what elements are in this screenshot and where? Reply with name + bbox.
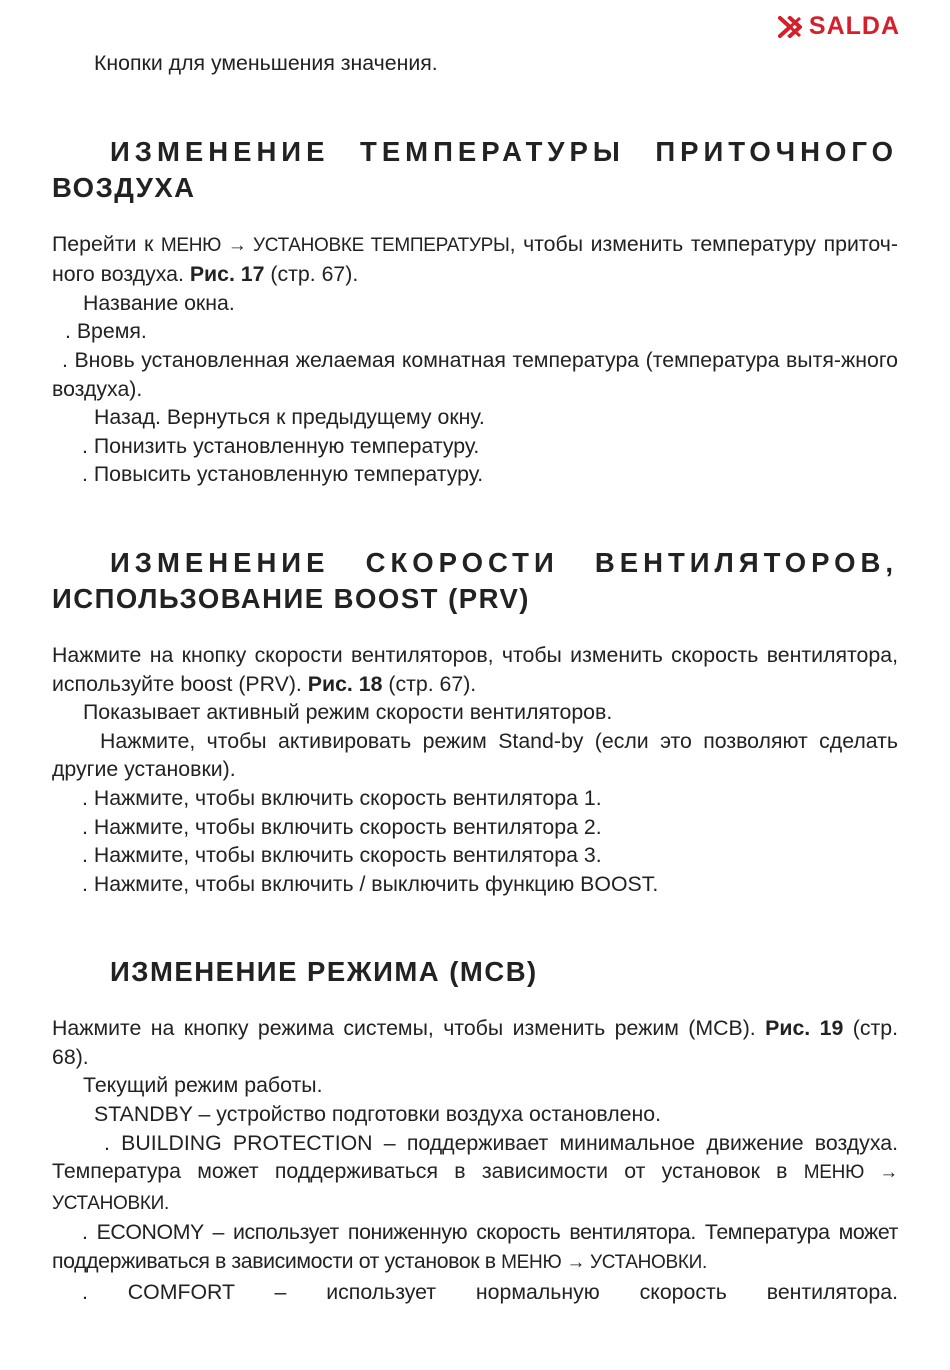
list-item: Назад. Вернуться к предыдущему окну. <box>94 405 485 430</box>
section2-heading-line1: ИЗМЕНЕНИЕ СКОРОСТИ ВЕНТИЛЯТОРОВ, <box>110 546 898 578</box>
building-protection-text: . BUILDING PROTECTION – поддерживает минимальное движение воздуха. Температура может поддерживаться в зависимости от установок в <box>52 1130 898 1184</box>
economy-text: . ECONOMY – использует пониженную скорость вентилятора. Температура может поддерживаться в зависимости от установок в <box>52 1220 898 1274</box>
list-item: Текущий режим работы. <box>83 1073 323 1098</box>
intro-text: Кнопки для уменьшения значения. <box>94 51 438 75</box>
list-item: . Нажмите, чтобы включить скорость вентилятора 2. <box>82 814 602 839</box>
section1-para-text-c: (стр. 67). <box>264 262 359 287</box>
list-item: Нажмите, чтобы активировать режим Stand-by (если это позволяют сделать другие установки). <box>52 728 898 782</box>
section1-para-text-a: Перейти к <box>52 231 161 256</box>
brand-name: SALDA <box>808 12 900 40</box>
section1-heading <box>52 134 898 206</box>
section1-para-text-b: , чтобы изменить температуру приточ-ного воздуха. <box>52 231 898 287</box>
list-item <box>52 1129 898 1219</box>
brand-logo <box>778 12 900 41</box>
section3-heading-line1: ИЗМЕНЕНИЕ РЕЖИМА (MCB) <box>110 956 538 988</box>
list-item: . Время. <box>65 319 147 344</box>
list-item: Название окна. <box>83 290 235 315</box>
section2-paragraph <box>52 641 898 698</box>
section1-paragraph <box>52 230 898 289</box>
section3-para-text-a: Нажмите на кнопку режима системы, чтобы изменить режим (MCB). <box>52 1016 766 1041</box>
section2-heading-line2: ИСПОЛЬЗОВАНИЕ BOOST (PRV) <box>52 582 530 614</box>
list-item: . Понизить установленную температуру. <box>82 433 480 458</box>
section2-para-text-a: Нажмите на кнопку скорости вентиляторов, чтобы изменить скорость вентилятора, используйте boost (PRV). <box>52 642 898 696</box>
list-item: . Повысить установленную температуру. <box>82 462 484 487</box>
salda-logo-icon <box>778 16 802 38</box>
section1-menu-path: МЕНЮ → УСТАНОВКЕ ТЕМПЕРАТУРЫ <box>160 234 510 256</box>
section3-figure-ref: Рис. 19 <box>765 1016 844 1041</box>
section1-heading-line1: ИЗМЕНЕНИЕ ТЕМПЕРАТУРЫ ПРИТОЧНОГО <box>110 135 898 167</box>
section3-paragraph <box>52 1014 898 1071</box>
document-body <box>52 49 898 1306</box>
list-item: Показывает активный режим скорости вентиляторов. <box>83 700 613 725</box>
list-item: . COMFORT – использует нормальную скорость вентилятора. <box>82 1279 898 1304</box>
list-item: . Вновь установленная желаемая комнатная температура (температура вытя-жного воздуха). <box>52 347 898 401</box>
list-item: . Нажмите, чтобы включить / выключить функцию BOOST. <box>82 871 659 896</box>
list-item: . Нажмите, чтобы включить скорость вентилятора 1. <box>82 785 602 810</box>
list-item <box>52 1218 898 1277</box>
section1-figure-ref: Рис. 17 <box>189 262 265 287</box>
section2-para-text-c: (стр. 67). <box>382 671 477 696</box>
list-item: . Нажмите, чтобы включить скорость вентилятора 3. <box>82 843 602 868</box>
section2-figure-ref: Рис. 18 <box>307 671 383 696</box>
section3-heading <box>52 954 898 990</box>
section3-para-text-c: (стр. 68). <box>52 1016 898 1069</box>
building-protection-menu-path: МЕНЮ → УСТАНОВКИ. <box>52 1162 898 1214</box>
section1-heading-line2: ВОЗДУХА <box>52 171 196 203</box>
list-item: STANDBY – устройство подготовки воздуха остановлено. <box>94 1102 662 1127</box>
economy-menu-path: МЕНЮ → УСТАНОВКИ. <box>501 1252 708 1274</box>
section2-heading <box>52 545 898 617</box>
